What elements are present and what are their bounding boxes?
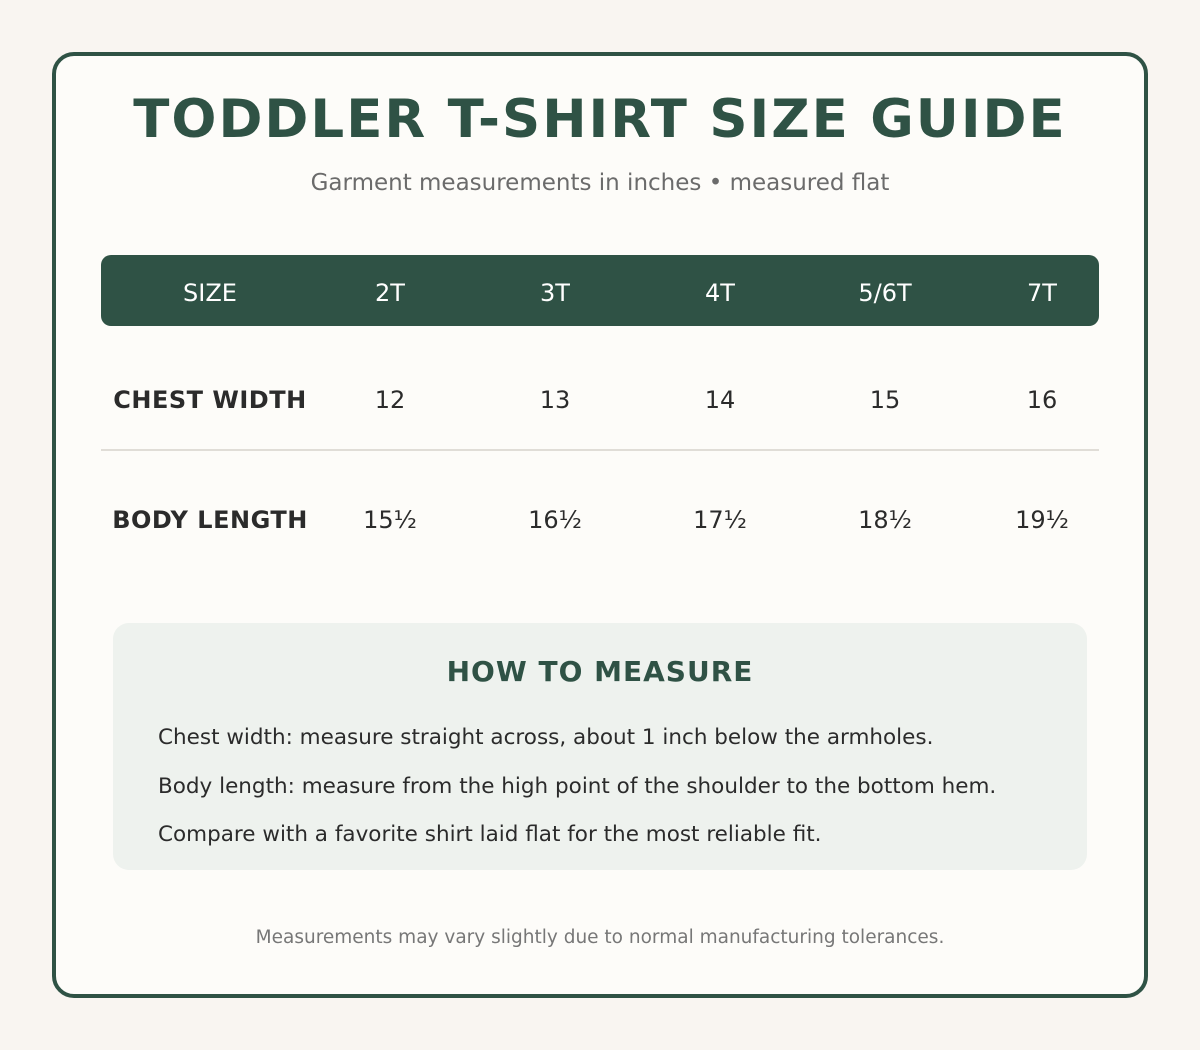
size-table-header: [101, 255, 1099, 326]
chest-width-3t: 13: [539, 386, 571, 414]
page-subtitle: Garment measurements in inches • measured flat: [310, 170, 890, 196]
header-size-4t: 4T: [705, 279, 735, 307]
page-title: TODDLER T-SHIRT SIZE GUIDE: [133, 89, 1067, 150]
header-size-2t: 2T: [375, 279, 405, 307]
body-length-7t: 19½: [1015, 506, 1069, 534]
header-size-7t: 7T: [1027, 279, 1057, 307]
measure-instruction-compare: Compare with a favorite shirt laid flat for the most reliable fit.: [158, 822, 822, 847]
header-size-5-6t: 5/6T: [858, 279, 912, 307]
chest-width-7t: 16: [1026, 386, 1058, 414]
measure-instruction-chest: Chest width: measure straight across, about 1 inch below the armholes.: [158, 725, 934, 750]
chest-width-2t: 12: [374, 386, 406, 414]
chest-width-4t: 14: [704, 386, 736, 414]
table-row-body-length: [101, 500, 1099, 540]
chest-width-5-6t: 15: [869, 386, 901, 414]
header-size-label: SIZE: [183, 279, 237, 307]
body-length-4t: 17½: [693, 506, 747, 534]
measure-instruction-length: Body length: measure from the high point of the shoulder to the bottom hem.: [158, 774, 997, 799]
row-label-chest-width: CHEST WIDTH: [113, 386, 307, 414]
row-divider: [101, 449, 1099, 451]
header-size-3t: 3T: [540, 279, 570, 307]
footer-disclaimer: Measurements may vary slightly due to normal manufacturing tolerances.: [255, 927, 945, 948]
how-to-measure-title: HOW TO MEASURE: [446, 655, 754, 688]
body-length-3t: 16½: [528, 506, 582, 534]
table-row-chest-width: [101, 380, 1099, 420]
row-label-body-length: BODY LENGTH: [112, 506, 308, 534]
body-length-2t: 15½: [363, 506, 417, 534]
body-length-5-6t: 18½: [858, 506, 912, 534]
